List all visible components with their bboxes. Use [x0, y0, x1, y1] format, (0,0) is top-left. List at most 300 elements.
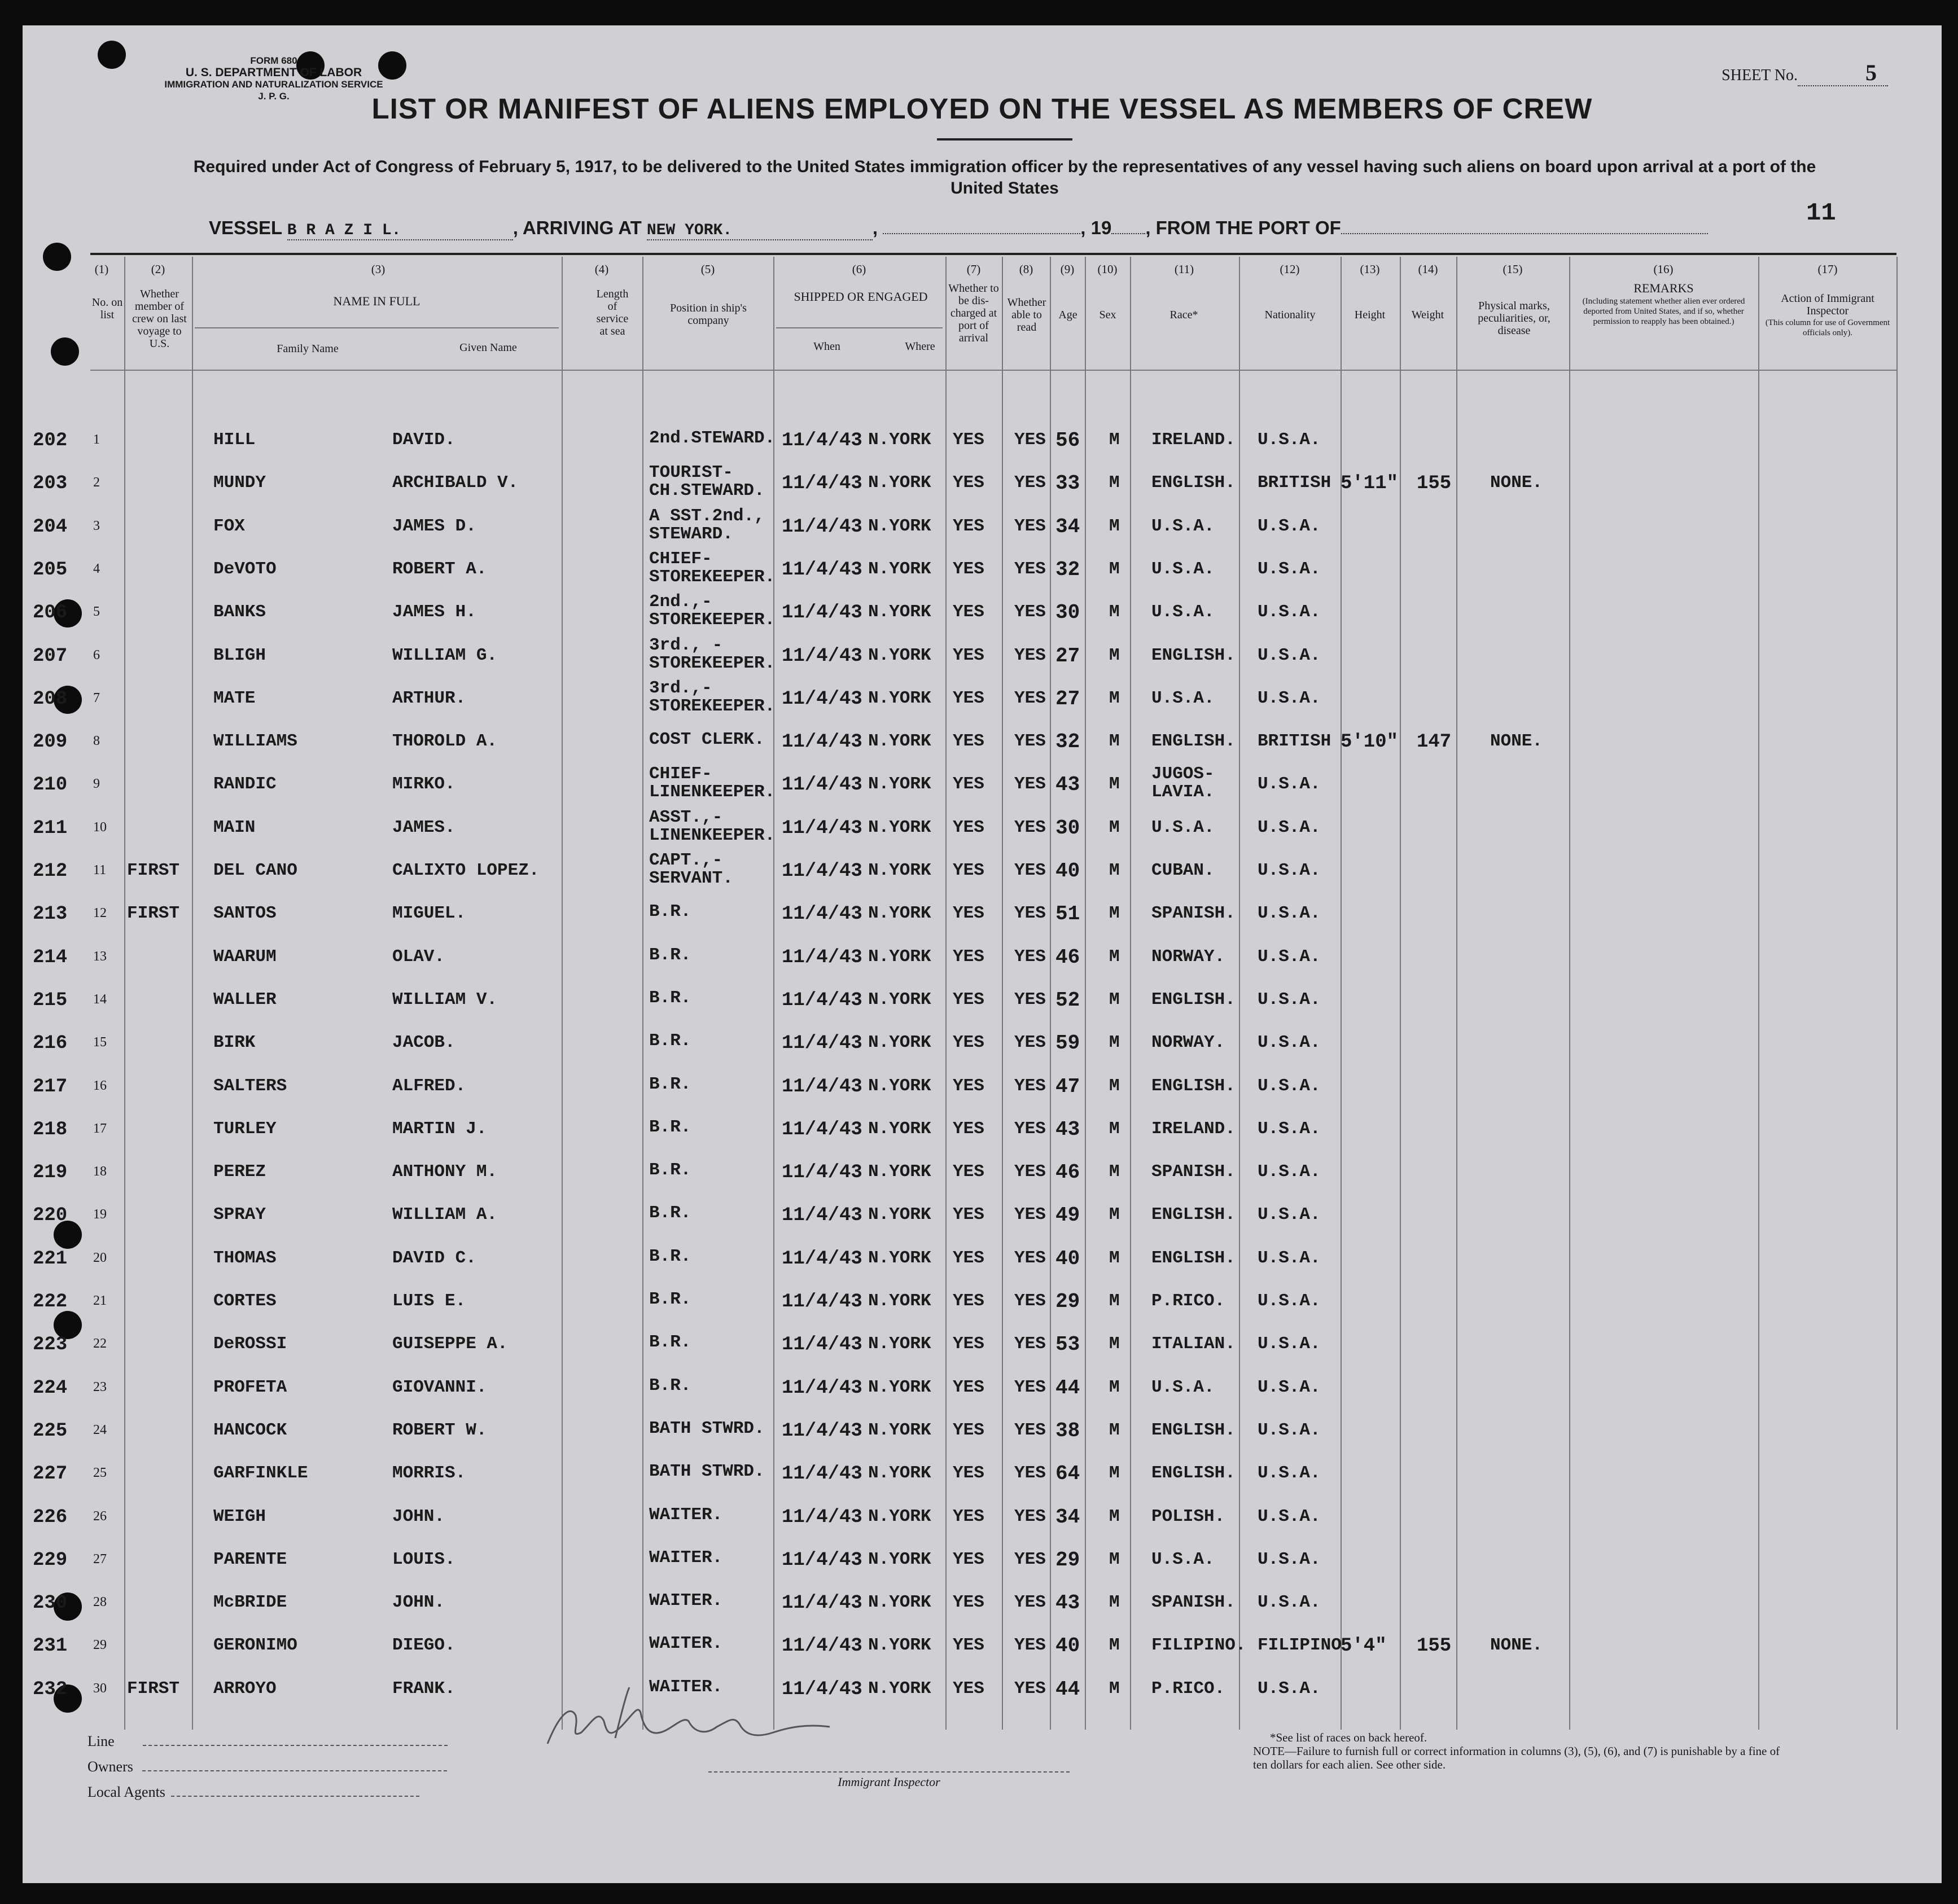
position-line: B.R.: [649, 1117, 691, 1137]
discharged-cell: YES: [953, 688, 984, 708]
position-line: WAITER.: [649, 1634, 723, 1654]
race-cell: [1151, 765, 1215, 801]
sex-cell: M: [1109, 1420, 1120, 1440]
table-row: [23, 1408, 1942, 1451]
row-number: 3: [93, 518, 100, 533]
discharged-cell: YES: [953, 1076, 984, 1096]
race-cell: [1151, 1076, 1236, 1096]
position-line: COST CLERK.: [649, 730, 765, 750]
list-line-number: 226: [33, 1506, 68, 1528]
family-name-cell: MAIN: [213, 817, 256, 837]
list-line-number: 217: [33, 1076, 68, 1098]
row-number: 1: [93, 432, 100, 447]
list-line-number: 202: [33, 430, 68, 451]
position-cell: [649, 1205, 691, 1222]
shipped-where-cell: N.YORK: [868, 817, 931, 837]
position-line: B.R.: [649, 902, 691, 922]
discharged-cell: YES: [953, 903, 984, 924]
row-number: 13: [93, 949, 107, 964]
weight-cell: 155: [1417, 1635, 1452, 1657]
table-row: [23, 676, 1942, 719]
row-number: 2: [93, 475, 100, 490]
nationality-cell: U.S.A.: [1258, 1377, 1321, 1397]
shipped-where-cell: N.YORK: [868, 946, 931, 967]
sex-cell: M: [1109, 1033, 1120, 1053]
sex-cell: M: [1109, 645, 1120, 665]
header-inspector-note: (This column for use of Government officials only).: [1765, 318, 1890, 337]
list-line-number: 224: [33, 1377, 68, 1399]
position-line: STEWARD.: [649, 524, 733, 544]
race-line: POLISH.: [1151, 1506, 1225, 1526]
race-cell: [1151, 430, 1236, 450]
family-name-cell: PEREZ: [213, 1162, 266, 1182]
given-name-cell: JACOB.: [392, 1033, 455, 1053]
line-label: Line: [87, 1733, 115, 1749]
family-name-cell: BIRK: [213, 1033, 256, 1053]
inspector-signature-line: [708, 1771, 1070, 1773]
shipped-where-cell: N.YORK: [868, 1463, 931, 1484]
sex-cell: M: [1109, 602, 1120, 622]
age-cell: 43: [1055, 1591, 1080, 1615]
list-line-number: 220: [33, 1205, 68, 1227]
shipped-when-cell: 11/4/43: [782, 1592, 862, 1615]
table-row: [23, 1537, 1942, 1580]
family-name-cell: MATE: [213, 688, 256, 708]
nationality-cell: BRITISH: [1258, 473, 1331, 493]
given-name-cell: MORRIS.: [392, 1463, 466, 1484]
nationality-cell: U.S.A.: [1258, 1118, 1321, 1139]
position-line: B.R.: [649, 1289, 691, 1309]
table-row: [23, 1451, 1942, 1494]
table-row: [23, 418, 1942, 460]
list-line-number: 225: [33, 1420, 68, 1442]
page-title: LIST OR MANIFEST OF ALIENS EMPLOYED ON THE VESSEL AS MEMBERS OF CREW: [371, 93, 1593, 125]
discharged-cell: YES: [953, 559, 984, 579]
race-line: LAVIA.: [1151, 782, 1215, 802]
row-number: 14: [93, 992, 107, 1007]
race-line: U.S.A.: [1151, 1377, 1215, 1397]
column-number: (8): [1019, 262, 1033, 276]
shipped-when-cell: 11/4/43: [782, 473, 862, 495]
list-line-number: 213: [33, 903, 68, 925]
sex-cell: M: [1109, 1377, 1120, 1397]
race-cell: [1151, 1550, 1215, 1569]
able-to-read-cell: YES: [1014, 1420, 1046, 1440]
race-line: ENGLISH.: [1151, 1463, 1236, 1484]
shipped-where-cell: N.YORK: [868, 645, 931, 665]
race-cell: [1151, 1162, 1236, 1182]
line-blank: [143, 1745, 448, 1746]
race-line: U.S.A.: [1151, 602, 1215, 622]
table-row: [23, 504, 1942, 547]
physical-marks-cell: NONE.: [1490, 731, 1543, 752]
shipped-where-cell: N.YORK: [868, 559, 931, 579]
given-name-cell: WILLIAM A.: [392, 1205, 498, 1225]
shipped-when-cell: 11/4/43: [782, 1506, 862, 1528]
race-line: U.S.A.: [1151, 559, 1215, 579]
family-name-cell: DeROSSI: [213, 1334, 287, 1354]
age-cell: 30: [1055, 601, 1080, 625]
age-cell: 32: [1055, 558, 1080, 581]
row-number: 30: [93, 1681, 107, 1696]
row-number: 11: [93, 863, 107, 878]
able-to-read-cell: YES: [1014, 430, 1046, 450]
sheet-number: [1722, 59, 1888, 86]
shipped-when-cell: 11/4/43: [782, 516, 862, 538]
given-name-cell: CALIXTO LOPEZ.: [392, 861, 540, 880]
height-cell: 5'10": [1341, 731, 1399, 753]
given-name-cell: GUISEPPE A.: [392, 1334, 508, 1354]
given-name-cell: WILLIAM V.: [392, 989, 498, 1010]
age-cell: 30: [1055, 816, 1080, 840]
department: U. S. DEPARTMENT OF LABOR: [185, 66, 362, 79]
able-to-read-cell: YES: [1014, 645, 1046, 665]
discharged-cell: YES: [953, 774, 984, 795]
race-line: ENGLISH.: [1151, 731, 1236, 752]
race-cell: [1151, 1248, 1236, 1268]
given-name-cell: FRANK.: [392, 1678, 455, 1699]
race-line: IRELAND.: [1151, 430, 1236, 450]
race-cell: [1151, 818, 1215, 837]
nationality-cell: U.S.A.: [1258, 1463, 1321, 1484]
position-cell: [649, 464, 765, 500]
table-row: [23, 1623, 1942, 1666]
sex-cell: M: [1109, 989, 1120, 1010]
discharged-cell: YES: [953, 1248, 984, 1268]
column-number: (2): [151, 262, 165, 276]
agents-label: Local Agents: [87, 1784, 165, 1800]
list-line-number: 209: [33, 731, 68, 753]
race-line: NORWAY.: [1151, 946, 1225, 967]
shipped-when-cell: 11/4/43: [782, 989, 862, 1011]
list-line-number: 219: [33, 1162, 68, 1184]
discharged-cell: YES: [953, 817, 984, 837]
table-row: [23, 1666, 1942, 1709]
manifest-sheet: [23, 25, 1942, 1883]
header-given-name: Given Name: [459, 341, 517, 354]
family-name-cell: McBRIDE: [213, 1592, 287, 1613]
age-cell: 47: [1055, 1074, 1080, 1098]
position-cell: [649, 550, 775, 586]
nationality-cell: U.S.A.: [1258, 1076, 1321, 1096]
agents-field: [87, 1779, 448, 1805]
column-number: (15): [1503, 262, 1523, 276]
header-family-name: Family Name: [277, 343, 339, 355]
age-cell: 32: [1055, 730, 1080, 754]
date-blank: [883, 233, 1080, 234]
position-cell: [649, 1248, 691, 1265]
family-name-cell: WILLIAMS: [213, 731, 297, 752]
row-number: 10: [93, 819, 107, 835]
race-cell: [1151, 473, 1236, 493]
position-line: STOREKEEPER.: [649, 567, 776, 587]
position-line: B.R.: [649, 1332, 691, 1353]
position-cell: [649, 637, 775, 673]
vessel-name: B R A Z I L.: [287, 222, 513, 240]
table-row: [23, 1365, 1942, 1408]
position-cell: [649, 1033, 691, 1050]
nationality-cell: U.S.A.: [1258, 1506, 1321, 1526]
discharged-cell: YES: [953, 1463, 984, 1484]
row-number: 26: [93, 1508, 107, 1524]
position-cell: [649, 1547, 723, 1568]
position-cell: [649, 765, 775, 801]
column-number: (10): [1097, 262, 1118, 276]
table-row: [23, 1150, 1942, 1192]
sex-cell: M: [1109, 861, 1120, 880]
table-row: [23, 805, 1942, 848]
column-number: (3): [371, 262, 386, 276]
given-name-cell: LOUIS.: [392, 1549, 455, 1569]
column-number: (4): [594, 262, 609, 276]
nationality-cell: U.S.A.: [1258, 1549, 1321, 1569]
position-cell: [649, 679, 775, 716]
family-name-cell: FOX: [213, 516, 245, 536]
family-name-cell: SPRAY: [213, 1205, 266, 1225]
sex-cell: M: [1109, 1248, 1120, 1268]
position-cell: [649, 1162, 691, 1179]
title-underline: [937, 138, 1072, 141]
given-name-cell: JOHN.: [392, 1506, 445, 1526]
race-line: ENGLISH.: [1151, 1248, 1236, 1268]
shipped-where-cell: N.YORK: [868, 1549, 931, 1569]
position-line: WAITER.: [649, 1504, 723, 1525]
position-line: ASST.,-: [649, 807, 723, 827]
header-able-to-read: Whether able to read: [1007, 296, 1046, 334]
last-voyage-cell: FIRST: [127, 861, 180, 880]
row-number: 20: [93, 1250, 107, 1265]
able-to-read-cell: YES: [1014, 903, 1046, 924]
given-name-cell: LUIS E.: [392, 1291, 466, 1311]
footer-note: [1253, 1731, 1784, 1771]
row-number: 9: [93, 776, 100, 792]
shipped-when-cell: 11/4/43: [782, 1248, 862, 1270]
column-number: (16): [1653, 262, 1674, 276]
position-cell: [649, 1076, 691, 1093]
nationality-cell: U.S.A.: [1258, 861, 1321, 880]
discharged-cell: YES: [953, 1549, 984, 1569]
column-number: (12): [1280, 262, 1300, 276]
family-name-cell: PROFETA: [213, 1377, 287, 1397]
shipped-when-cell: 11/4/43: [782, 645, 862, 667]
list-line-number: 207: [33, 645, 68, 667]
last-voyage-cell: FIRST: [127, 903, 180, 924]
shipped-where-cell: N.YORK: [868, 516, 931, 536]
position-line: A SST.2nd.,: [649, 506, 765, 526]
inspector-label: Immigrant Inspector: [838, 1775, 940, 1789]
header-height: Height: [1354, 309, 1386, 321]
header-discharged: Whether to be dis-charged at port of arrival: [948, 282, 999, 344]
race-cell: [1151, 1635, 1246, 1655]
nationality-cell: U.S.A.: [1258, 1592, 1321, 1613]
able-to-read-cell: YES: [1014, 516, 1046, 536]
discharged-cell: YES: [953, 430, 984, 450]
line-field: [87, 1728, 448, 1754]
column-number: (1): [94, 262, 109, 276]
inspector-signature: [536, 1682, 852, 1766]
position-line: STOREKEEPER.: [649, 696, 776, 716]
age-cell: 52: [1055, 988, 1080, 1012]
discharged-cell: YES: [953, 1205, 984, 1225]
list-line-number: 218: [33, 1118, 68, 1140]
race-line: ENGLISH.: [1151, 1420, 1236, 1440]
position-line: 2nd.STEWARD.: [649, 428, 776, 448]
position-line: BATH STWRD.: [649, 1418, 765, 1438]
form-number: FORM 680: [250, 55, 297, 66]
able-to-read-cell: YES: [1014, 473, 1046, 493]
family-name-cell: ARROYO: [213, 1678, 277, 1699]
given-name-cell: GIOVANNI.: [392, 1377, 487, 1397]
sex-cell: M: [1109, 1205, 1120, 1225]
year-label: , 19: [1080, 217, 1112, 238]
age-cell: 34: [1055, 515, 1080, 538]
age-cell: 27: [1055, 644, 1080, 668]
shipped-where-cell: N.YORK: [868, 602, 931, 622]
race-line: U.S.A.: [1151, 1549, 1215, 1569]
row-number: 4: [93, 561, 100, 576]
table-row: [23, 1064, 1942, 1107]
position-cell: [649, 1463, 765, 1480]
shipped-where-cell: N.YORK: [868, 1377, 931, 1397]
race-line: IRELAND.: [1151, 1118, 1236, 1139]
discharged-cell: YES: [953, 1291, 984, 1311]
able-to-read-cell: YES: [1014, 731, 1046, 752]
list-line-number: 205: [33, 559, 68, 581]
table-row: [23, 891, 1942, 934]
agents-blank: [171, 1796, 419, 1797]
punch-hole: [43, 243, 71, 271]
header-length-of-service: Length of service at sea: [596, 288, 629, 337]
given-name-cell: ARTHUR.: [392, 688, 466, 708]
race-cell: [1151, 1679, 1225, 1699]
family-name-cell: GARFINKLE: [213, 1463, 308, 1484]
corner-number: 11: [1806, 199, 1836, 227]
age-cell: 44: [1055, 1677, 1080, 1701]
sex-cell: M: [1109, 559, 1120, 579]
position-line: CHIEF-: [649, 549, 712, 569]
vessel-label: VESSEL: [209, 217, 282, 238]
shipped-when-cell: 11/4/43: [782, 1291, 862, 1313]
race-cell: [1151, 688, 1215, 708]
shipped-where-cell: N.YORK: [868, 861, 931, 880]
shipped-when-cell: 11/4/43: [782, 688, 862, 710]
vessel-line: VESSEL B R A Z I L. , ARRIVING AT NEW YORK. , , 19 , FROM THE PORT OF: [209, 217, 1823, 240]
able-to-read-cell: YES: [1014, 1506, 1046, 1526]
sex-cell: M: [1109, 516, 1120, 536]
from-port-label: , FROM THE PORT OF: [1145, 217, 1341, 238]
family-name-cell: DeVOTO: [213, 559, 277, 579]
column-number: (6): [852, 262, 866, 276]
table-row: [23, 633, 1942, 676]
position-line: 3rd.,-: [649, 678, 712, 698]
row-number: 5: [93, 604, 100, 620]
discharged-cell: YES: [953, 1635, 984, 1656]
header-sex: Sex: [1099, 309, 1116, 321]
able-to-read-cell: YES: [1014, 1118, 1046, 1139]
race-cell: [1151, 1377, 1215, 1397]
last-voyage-cell: FIRST: [127, 1678, 180, 1699]
shipped-where-cell: N.YORK: [868, 1592, 931, 1613]
sex-cell: M: [1109, 774, 1120, 795]
position-line: LINENKEEPER.: [649, 825, 776, 845]
race-line: SPANISH.: [1151, 1592, 1236, 1613]
given-name-cell: DAVID C.: [392, 1248, 476, 1268]
position-cell: [649, 507, 765, 543]
position-line: SERVANT.: [649, 868, 733, 888]
column-number: (11): [1174, 262, 1194, 276]
family-name-cell: WALLER: [213, 989, 277, 1010]
able-to-read-cell: YES: [1014, 1205, 1046, 1225]
arriving-port: NEW YORK.: [647, 222, 873, 240]
age-cell: 40: [1055, 1247, 1080, 1270]
position-line: WAITER.: [649, 1677, 723, 1697]
able-to-read-cell: YES: [1014, 946, 1046, 967]
list-line-number: 221: [33, 1248, 68, 1270]
age-cell: 40: [1055, 859, 1080, 883]
table-row: [23, 1322, 1942, 1365]
race-cell: [1151, 1420, 1236, 1440]
shipped-when-cell: 11/4/43: [782, 817, 862, 839]
physical-marks-cell: NONE.: [1490, 473, 1543, 493]
column-number: (9): [1060, 262, 1075, 276]
race-line: ENGLISH.: [1151, 1076, 1236, 1096]
sex-cell: M: [1109, 688, 1120, 708]
header-where: Where: [905, 340, 935, 353]
shipped-when-cell: 11/4/43: [782, 1678, 862, 1700]
header-shipped-or-engaged: SHIPPED OR ENGAGED: [794, 289, 928, 304]
given-name-cell: ARCHIBALD V.: [392, 473, 519, 493]
shipped-where-cell: N.YORK: [868, 1033, 931, 1053]
from-port-blank: [1341, 233, 1708, 234]
race-line: ENGLISH.: [1151, 473, 1236, 493]
shipped-when-cell: 11/4/43: [782, 1463, 862, 1485]
race-line: ENGLISH.: [1151, 989, 1236, 1010]
family-name-cell: WAARUM: [213, 946, 277, 967]
able-to-read-cell: YES: [1014, 602, 1046, 622]
sex-cell: M: [1109, 1118, 1120, 1139]
position-line: 2nd.,-: [649, 592, 712, 612]
row-number: 28: [93, 1595, 107, 1610]
given-name-cell: ALFRED.: [392, 1076, 466, 1096]
row-number: 22: [93, 1336, 107, 1352]
family-name-cell: BANKS: [213, 602, 266, 622]
position-cell: [649, 1635, 722, 1652]
sex-cell: M: [1109, 1506, 1120, 1526]
sex-cell: M: [1109, 1592, 1120, 1613]
shipped-where-cell: N.YORK: [868, 731, 931, 752]
header-age: Age: [1058, 309, 1077, 321]
position-cell: [649, 1592, 722, 1609]
position-cell: [649, 593, 775, 629]
position-cell: [649, 1119, 691, 1136]
race-cell: [1151, 1033, 1225, 1052]
race-cell: [1151, 516, 1215, 536]
shipped-where-cell: N.YORK: [868, 1506, 931, 1526]
age-cell: 43: [1055, 1117, 1080, 1141]
family-name-cell: HILL: [213, 430, 256, 450]
nationality-cell: U.S.A.: [1258, 1162, 1321, 1182]
position-line: CHIEF-: [649, 764, 712, 784]
position-line: TOURIST-: [649, 463, 733, 483]
row-number: 19: [93, 1207, 107, 1222]
position-line: B.R.: [649, 1074, 691, 1094]
family-name-cell: TURLEY: [213, 1118, 277, 1139]
nationality-cell: U.S.A.: [1258, 1033, 1321, 1053]
shipped-where-cell: N.YORK: [868, 1334, 931, 1354]
shipped-when-cell: 11/4/43: [782, 1549, 862, 1571]
header-nationality: Nationality: [1264, 309, 1316, 321]
discharged-cell: YES: [953, 861, 984, 880]
